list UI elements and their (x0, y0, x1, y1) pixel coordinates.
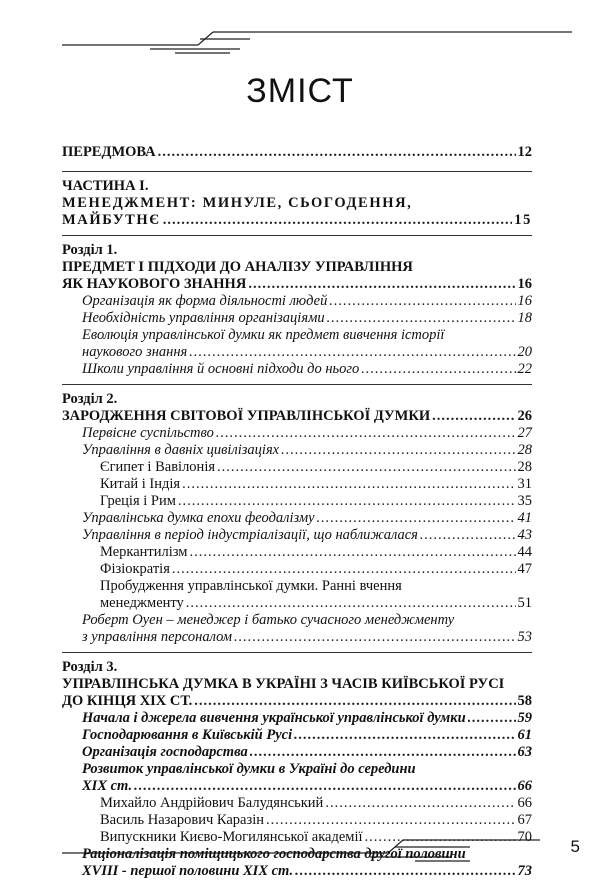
toc-page-number: 66 (517, 778, 532, 794)
part-label: ЧАСТИНА І. (62, 178, 149, 194)
toc-entry[interactable] (62, 544, 532, 561)
toc-entry[interactable] (62, 612, 532, 646)
toc-page-number: 66 (517, 795, 532, 811)
toc-entry-text: Китай і Індія (100, 476, 181, 492)
toc-entry[interactable] (62, 310, 532, 327)
section-title-line: ЗАРОДЖЕННЯ СВІТОВОЇ УПРАВЛІНСЬКОЇ ДУМКИ (62, 408, 431, 424)
toc-entry[interactable] (62, 527, 532, 544)
toc-page-number: 73 (517, 863, 532, 879)
toc-entry-text: Фізіократія (100, 561, 170, 577)
toc-page-number: 67 (517, 812, 532, 828)
toc-entry[interactable] (62, 327, 532, 361)
section-divider (62, 235, 532, 236)
toc-section-heading[interactable] (62, 676, 532, 710)
toc-entry-text: Меркантилізм (100, 544, 188, 560)
toc-entry-text: Раціоналізація поміщицького господарства другої половини (82, 846, 466, 862)
toc-sections (62, 235, 532, 880)
toc-entry-text: Начала і джерела вивчення української управлінської думки (82, 710, 466, 726)
section-title-line: ДО КІНЦЯ XIX СТ. (62, 693, 193, 709)
toc-entry-text: Управління в період індустріалізації, що наближалася (82, 527, 418, 543)
toc-entry[interactable] (62, 476, 532, 493)
toc-page-number: 44 (517, 544, 532, 560)
toc-page-number: 58 (517, 693, 532, 709)
toc-entry[interactable] (62, 459, 532, 476)
toc-entry-text: Михайло Андрійович Балудянський (100, 795, 324, 811)
toc-entry-text: Організація господарства (82, 744, 248, 760)
toc-entry-text: з управління персоналом (82, 629, 233, 645)
toc-entry-text: XVIII - першої половини XIX ст. (82, 863, 294, 879)
toc-page-number: 51 (517, 595, 532, 611)
toc-entry[interactable] (62, 442, 532, 459)
toc-page-number: 15 (514, 212, 532, 228)
toc-page-number: 43 (517, 527, 532, 543)
section-divider (62, 384, 532, 385)
toc-section-heading[interactable] (62, 259, 532, 293)
toc-entry-text: Управління в давніх цивілізаціях (82, 442, 280, 458)
toc-page-number: 27 (517, 425, 532, 441)
toc-page-number: 47 (517, 561, 532, 577)
toc-page-number: 16 (517, 293, 532, 309)
toc-page-number: 18 (517, 310, 532, 326)
toc-entry[interactable] (62, 829, 532, 846)
section-divider (62, 652, 532, 653)
toc-page-number: 70 (517, 829, 532, 845)
toc-page-number: 26 (517, 408, 532, 424)
toc-page-number: 12 (517, 144, 532, 160)
toc-page-number: 59 (517, 710, 532, 726)
toc-page-number: 22 (517, 361, 532, 377)
toc-entry-text: Роберт Оуен – менеджер і батько сучасного менеджменту (82, 612, 455, 628)
toc-entry-text: Організація як форма діяльності людей (82, 293, 328, 309)
toc-entry[interactable] (62, 561, 532, 578)
table-of-contents (62, 144, 532, 880)
toc-entry[interactable] (62, 710, 532, 727)
toc-page-number: 28 (517, 459, 532, 475)
toc-entry[interactable] (62, 812, 532, 829)
toc-entry[interactable] (62, 846, 532, 880)
toc-entry-text: Управлінська думка епохи феодалізму (82, 510, 315, 526)
toc-entry-text: Єгипет і Вавілонія (100, 459, 216, 475)
page-title: ЗМІСТ (246, 72, 354, 110)
toc-entry-text: Пробудження управлінської думки. Ранні вчення (100, 578, 402, 594)
toc-page-number: 16 (517, 276, 532, 292)
toc-entry-text: менеджменту (100, 595, 184, 611)
toc-entry[interactable] (62, 744, 532, 761)
section-label: Розділ 2. (62, 391, 118, 407)
section-title-line: ЯК НАУКОВОГО ЗНАННЯ (62, 276, 247, 292)
toc-section-heading[interactable] (62, 408, 532, 425)
section-divider (62, 171, 532, 172)
toc-page-number: 31 (517, 476, 532, 492)
toc-entry-text: Господарювання в Київській Русі (82, 727, 293, 743)
toc-entry[interactable] (62, 510, 532, 527)
toc-entry-text: Розвиток управлінської думки в Україні до середини (82, 761, 416, 777)
page-number: 5 (570, 837, 580, 856)
toc-page-number: 63 (517, 744, 532, 760)
section-title-line: ПРЕДМЕТ І ПІДХОДИ ДО АНАЛІЗУ УПРАВЛІННЯ (62, 259, 413, 275)
toc-preface[interactable] (62, 144, 532, 161)
toc-entry[interactable] (62, 795, 532, 812)
toc-entry[interactable] (62, 493, 532, 510)
toc-page-number: 53 (517, 629, 532, 645)
toc-entry-text: наукового знання (82, 344, 188, 360)
toc-entry-text: Первісне суспільство (82, 425, 214, 441)
toc-entry-text: XIX ст. (82, 778, 133, 794)
toc-entry-text: Випускники Києво-Могилянської академії (100, 829, 363, 845)
toc-page-number: 41 (517, 510, 532, 526)
toc-entry-text: Греція і Рим (100, 493, 176, 509)
toc-page-number: 61 (517, 727, 532, 743)
toc-entry-text: Школи управління й основні підходи до нього (82, 361, 360, 377)
toc-entry[interactable] (62, 361, 532, 378)
toc-part1[interactable] (62, 195, 532, 229)
toc-page-number: 20 (517, 344, 532, 360)
toc-page-number: 28 (517, 442, 532, 458)
toc-page-number: 35 (517, 493, 532, 509)
toc-entry[interactable] (62, 578, 532, 612)
toc-preface-text: ПЕРЕДМОВА (62, 144, 156, 160)
toc-entry[interactable] (62, 761, 532, 795)
toc-entry-text: Еволюція управлінської думки як предмет вивчення історії (82, 327, 445, 343)
section-label: Розділ 3. (62, 659, 118, 675)
part-title-line: МАЙБУТНЄ (62, 212, 161, 228)
section-title-line: УПРАВЛІНСЬКА ДУМКА В УКРАЇНІ З ЧАСІВ КИЇВСЬКОЇ РУСІ (62, 676, 505, 692)
toc-entry[interactable] (62, 425, 532, 442)
toc-entry[interactable] (62, 727, 532, 744)
toc-entry[interactable] (62, 293, 532, 310)
toc-entry-text: Василь Назарович Каразін (100, 812, 264, 828)
part-title-line: МЕНЕДЖМЕНТ: МИНУЛЕ, СЬОГОДЕННЯ, (62, 195, 413, 211)
section-label: Розділ 1. (62, 242, 118, 258)
toc-entry-text: Необхідність управління організаціями (82, 310, 325, 326)
